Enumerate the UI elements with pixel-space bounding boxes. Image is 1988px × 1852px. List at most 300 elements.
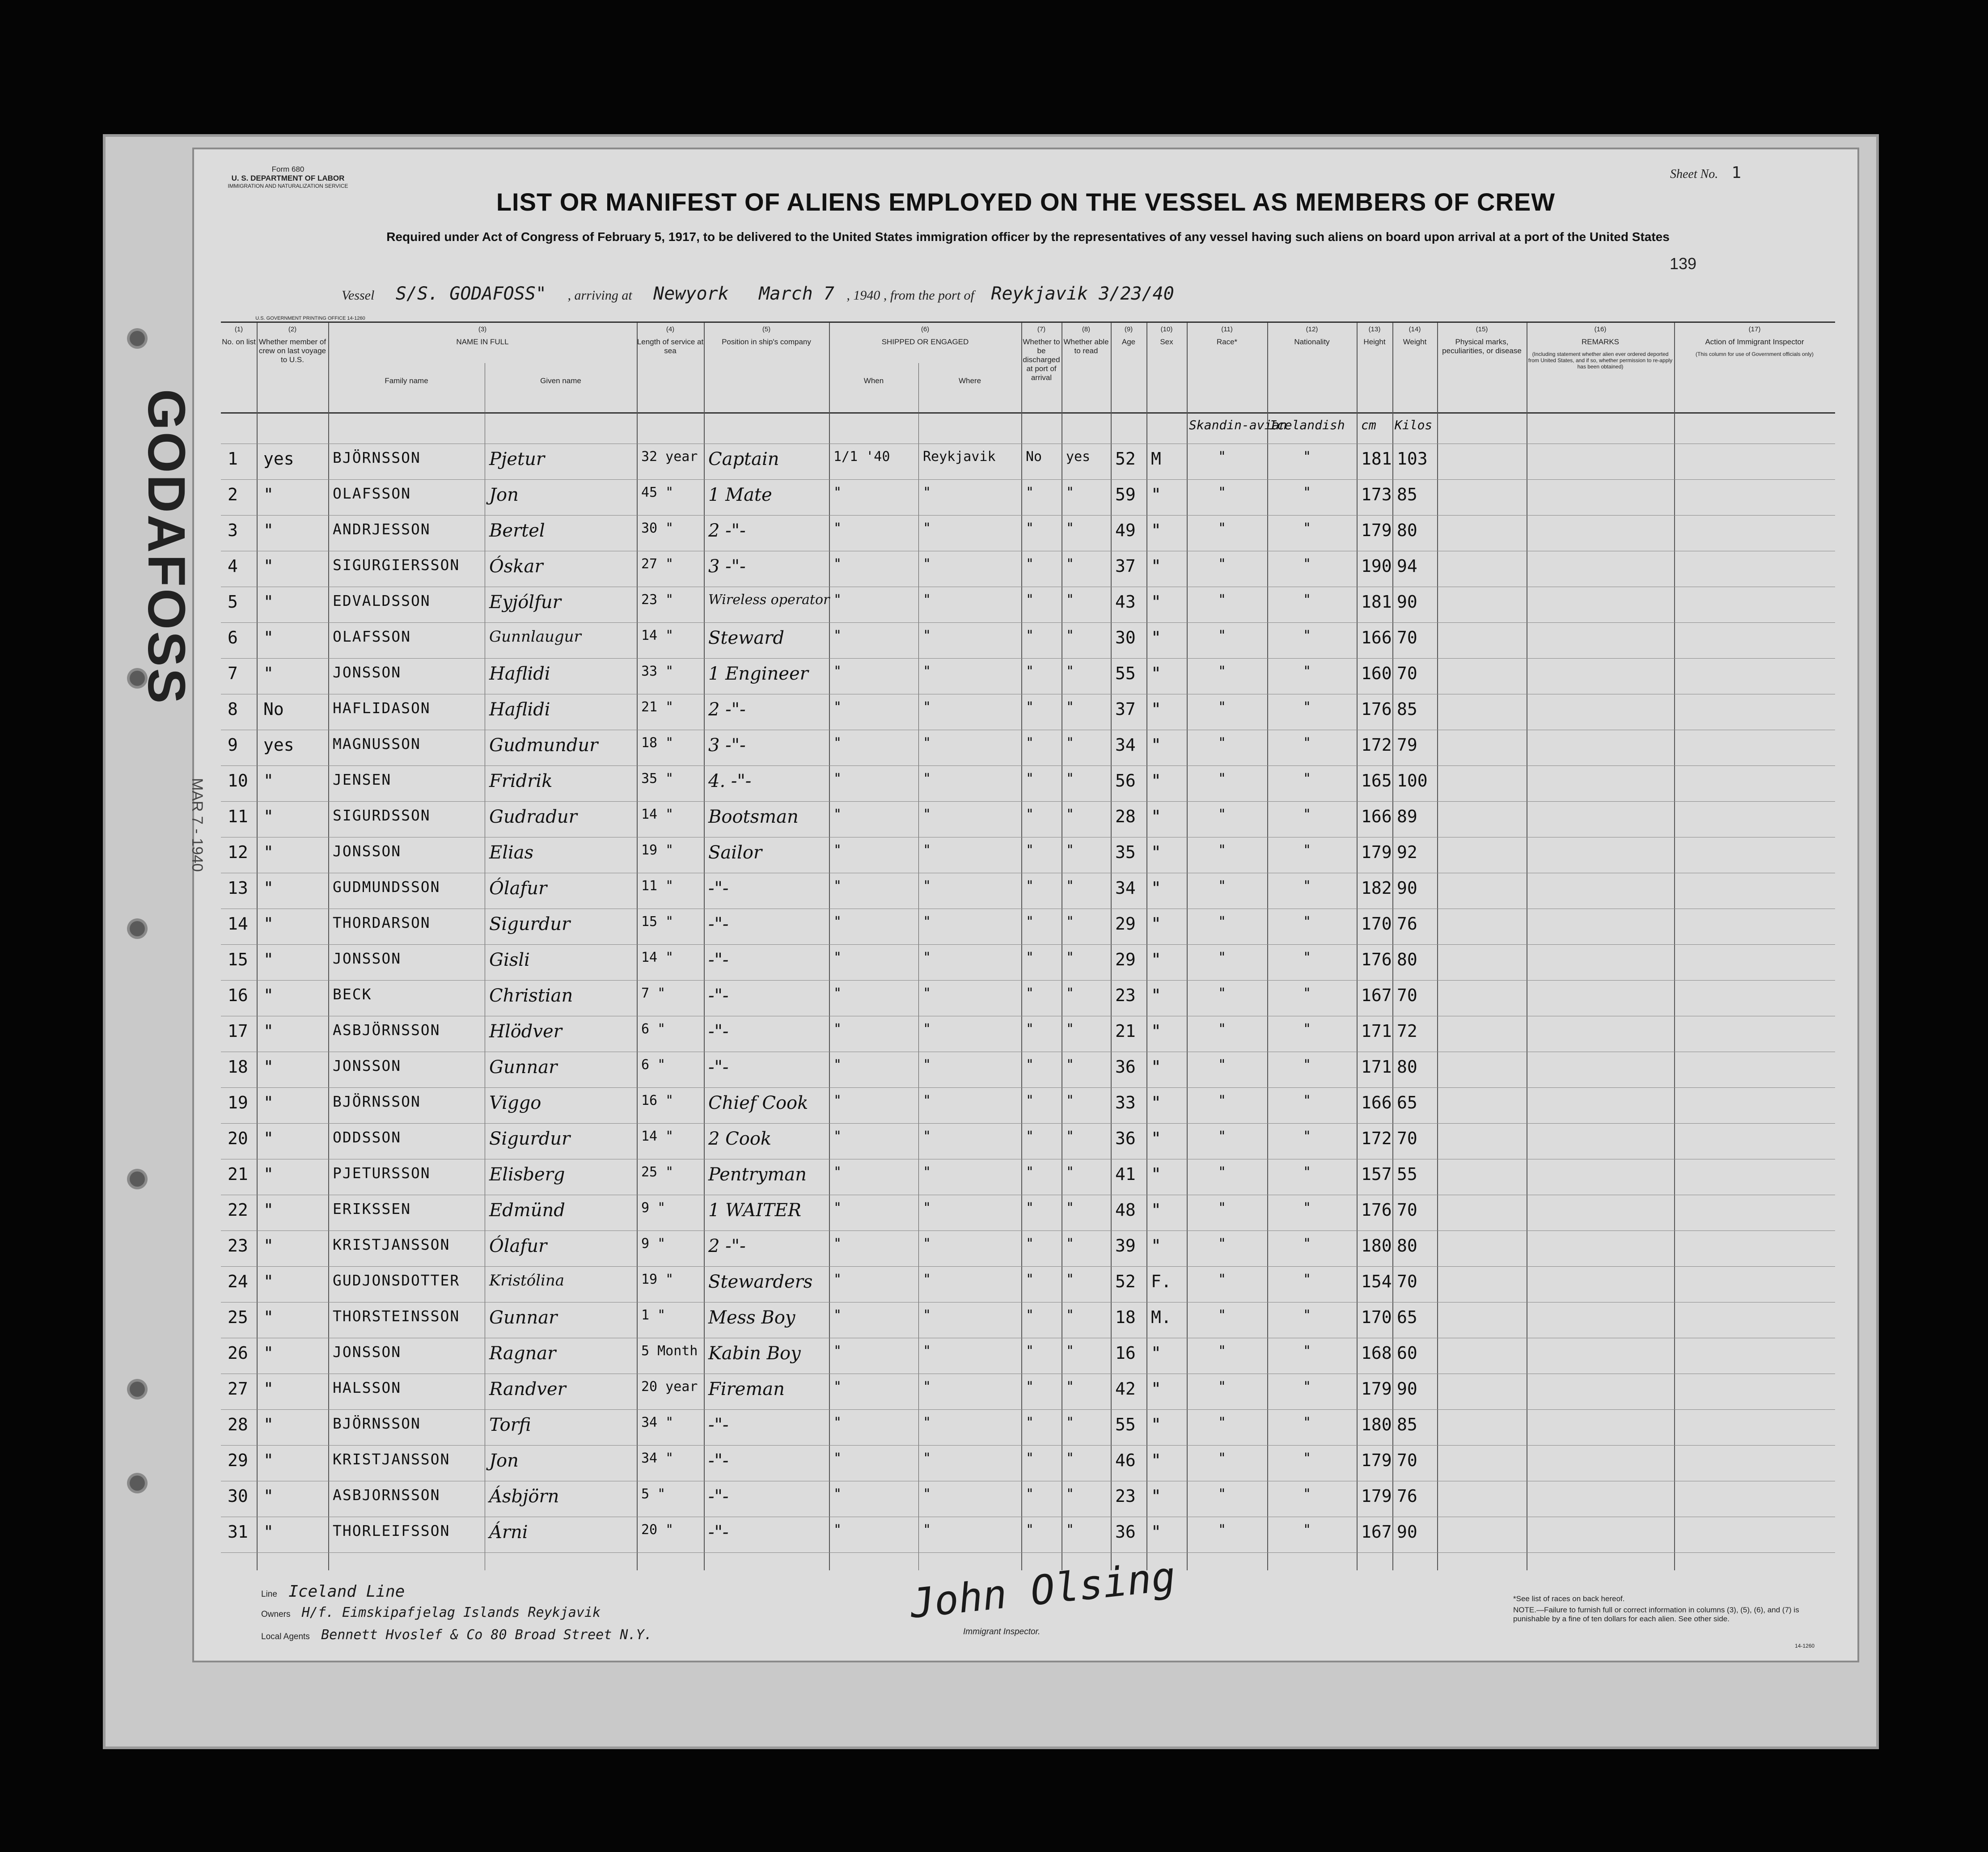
cell-where: " — [923, 878, 931, 894]
cell-family: PJETURSSON — [333, 1164, 431, 1182]
cell-age: 33 — [1115, 1093, 1136, 1112]
cell-position: 2 Cook — [708, 1129, 772, 1149]
cell-height: 180 — [1361, 1236, 1392, 1256]
cell-family: GUDMUNDSSON — [333, 878, 440, 896]
cell-service: 21 " — [641, 699, 674, 715]
cell-family: SIGURGIERSSON — [333, 556, 460, 574]
column-number: (17) — [1748, 326, 1761, 333]
cell-when: " — [833, 1093, 842, 1108]
cell-race: " — [1218, 1200, 1227, 1216]
department: U. S. DEPARTMENT OF LABOR — [231, 174, 345, 182]
cell-height: 166 — [1361, 628, 1392, 647]
table-row — [221, 1481, 1835, 1517]
cell-nationality: " — [1303, 1379, 1311, 1395]
fine-note: NOTE.—Failure to furnish full or correct information in columns (3), (5), (6), and (7) is punishable by a fine of ten dollars for each alien. See other side. — [1513, 1606, 1799, 1623]
cell-position: -"- — [708, 950, 729, 970]
cell-age: 52 — [1115, 1272, 1136, 1291]
cell-sex: " — [1151, 950, 1161, 969]
cell-given: Sigurdur — [489, 1129, 571, 1149]
cell-service: 11 " — [641, 878, 674, 894]
cell-when: " — [833, 807, 842, 822]
cell-disch: " — [1026, 1343, 1034, 1359]
binder-hole — [130, 921, 145, 936]
cell-given: Haflidi — [489, 699, 550, 720]
cell-height: 167 — [1361, 1522, 1392, 1542]
column-number: (3) — [478, 326, 487, 333]
column-label: Action of Immigrant Inspector — [1705, 338, 1804, 346]
cell-prev: yes — [263, 449, 294, 469]
cell-given: Christian — [489, 985, 573, 1006]
cell-prev: " — [263, 1522, 274, 1542]
cell-read: " — [1066, 735, 1074, 751]
cell-race: " — [1218, 1021, 1227, 1037]
cell-position: Kabin Boy — [708, 1343, 801, 1364]
cell-weight: 55 — [1397, 1164, 1417, 1184]
cell-no: 22 — [228, 1200, 248, 1220]
cell-read: " — [1066, 1093, 1074, 1108]
cell-read: " — [1066, 1415, 1074, 1430]
cell-prev: yes — [263, 735, 294, 755]
cell-read: " — [1066, 1200, 1074, 1216]
cell-service: 23 " — [641, 592, 674, 608]
cell-family: KRISTJANSSON — [333, 1236, 450, 1253]
races-note: *See list of races on back hereof. — [1513, 1594, 1625, 1603]
cell-nationality: " — [1303, 1343, 1311, 1359]
cell-height: 176 — [1361, 950, 1392, 969]
cell-service: 19 " — [641, 842, 674, 858]
column-label: Weight — [1403, 338, 1427, 346]
cell-height: 176 — [1361, 699, 1392, 719]
cell-height: 172 — [1361, 735, 1392, 755]
cell-weight: 65 — [1397, 1307, 1417, 1327]
cell-read: " — [1066, 1129, 1074, 1144]
cell-disch: " — [1026, 628, 1034, 643]
cell-disch: " — [1026, 556, 1034, 572]
cell-height: 157 — [1361, 1164, 1392, 1184]
cell-given: Eyjólfur — [489, 592, 561, 613]
cell-given: Ragnar — [489, 1343, 556, 1364]
cell-weight: 80 — [1397, 950, 1417, 969]
form-header — [221, 165, 355, 189]
cell-position: -"- — [708, 1415, 729, 1435]
cell-age: 52 — [1115, 449, 1136, 469]
cell-nationality: " — [1303, 592, 1311, 608]
cell-position: 3 -"- — [708, 735, 746, 756]
cell-family: JONSSON — [333, 950, 402, 967]
cell-where: " — [923, 1129, 931, 1144]
cell-sex: " — [1151, 1343, 1161, 1363]
column-label: No. on list — [222, 338, 256, 346]
cell-race: " — [1218, 771, 1227, 786]
cell-sex: " — [1151, 878, 1161, 898]
required-statement: Required under Act of Congress of February 5, 1917, to be delivered to the United States immigration officer by the representatives of any vessel having such aliens on board upon arrival at a port of the United States — [386, 230, 1670, 244]
cell-sex: " — [1151, 1450, 1161, 1470]
cell-service: 16 " — [641, 1093, 674, 1108]
table-row — [221, 1266, 1835, 1302]
cell-service: 18 " — [641, 735, 674, 751]
column-label: SHIPPED OR ENGAGED — [881, 338, 969, 346]
cell-nationality: " — [1303, 1272, 1311, 1287]
cell-nationality: " — [1303, 807, 1311, 822]
cell-weight: 80 — [1397, 520, 1417, 540]
cell-position: Wireless operator — [708, 592, 830, 608]
table-row — [221, 1517, 1835, 1553]
cell-disch: " — [1026, 1307, 1034, 1323]
footer-agents — [261, 1627, 652, 1643]
cell-no: 11 — [228, 807, 248, 826]
cell-prev: " — [263, 1236, 274, 1256]
cell-when: " — [833, 842, 842, 858]
cell-race: " — [1218, 878, 1227, 894]
cell-disch: " — [1026, 1272, 1034, 1287]
cell-weight: 80 — [1397, 1236, 1417, 1256]
cell-weight: 90 — [1397, 1522, 1417, 1542]
cell-family: JONSSON — [333, 1343, 402, 1361]
cell-prev: " — [263, 485, 274, 504]
cell-when: " — [833, 699, 842, 715]
cell-sex: " — [1151, 1093, 1161, 1112]
table-row — [221, 444, 1835, 480]
cell-family: ODDSSON — [333, 1129, 402, 1146]
column-header — [1062, 323, 1111, 355]
cell-position: 2 -"- — [708, 520, 746, 541]
column-label: NAME IN FULL — [456, 338, 509, 346]
cell-service: 32 year — [641, 449, 698, 465]
cell-given: Fridrik — [489, 771, 553, 791]
cell-age: 48 — [1115, 1200, 1136, 1220]
cell-when: " — [833, 985, 842, 1001]
cell-weight: 103 — [1397, 449, 1428, 469]
cell-sex: " — [1151, 592, 1161, 612]
cell-no: 23 — [228, 1236, 248, 1256]
cell-nationality: " — [1303, 1164, 1311, 1180]
cell-nationality: " — [1303, 1415, 1311, 1430]
cell-when: " — [833, 1415, 842, 1430]
column-header — [1437, 323, 1527, 355]
binder-hole — [130, 1382, 145, 1397]
cell-given: Ólafur — [489, 878, 547, 899]
cell-prev: " — [263, 1021, 274, 1041]
cell-nationality: " — [1303, 628, 1311, 643]
cell-weight: 70 — [1397, 1450, 1417, 1470]
cell-family: HAFLIDASON — [333, 699, 431, 717]
cell-race: " — [1218, 1093, 1227, 1108]
from-label: , from the port of — [883, 288, 974, 303]
cell-position: Pentryman — [708, 1164, 807, 1185]
cell-weight: 92 — [1397, 842, 1417, 862]
printing-office: U.S. GOVERNMENT PRINTING OFFICE 14-1260 — [255, 316, 365, 321]
cell-race: " — [1218, 592, 1227, 608]
cell-no: 13 — [228, 878, 248, 898]
table-row — [221, 873, 1835, 909]
cell-service: 19 " — [641, 1272, 674, 1287]
cell-age: 37 — [1115, 556, 1136, 576]
table-row — [221, 1374, 1835, 1410]
cell-weight: 70 — [1397, 664, 1417, 683]
footer-line — [261, 1582, 405, 1601]
cell-prev: " — [263, 950, 274, 969]
cell-no: 27 — [228, 1379, 248, 1399]
column-number: (5) — [762, 326, 771, 333]
cell-where: " — [923, 807, 931, 822]
column-header — [1392, 323, 1437, 347]
arriving-port: Newyork — [653, 283, 729, 304]
cell-when: " — [833, 1236, 842, 1252]
cell-race: " — [1218, 950, 1227, 965]
cell-no: 12 — [228, 842, 248, 862]
cell-sex: " — [1151, 985, 1161, 1005]
vessel-label: Vessel — [342, 288, 375, 303]
cell-weight: 85 — [1397, 699, 1417, 719]
column-number: (11) — [1221, 326, 1233, 333]
cell-read: " — [1066, 1307, 1074, 1323]
cell-age: 34 — [1115, 735, 1136, 755]
cell-race: " — [1218, 1450, 1227, 1466]
cell-nationality: " — [1303, 1200, 1311, 1216]
cell-read: " — [1066, 985, 1074, 1001]
cell-sex: " — [1151, 1021, 1161, 1041]
cell-race: " — [1218, 1343, 1227, 1359]
cell-when: " — [833, 735, 842, 751]
cell-height: 154 — [1361, 1272, 1392, 1291]
cell-race: " — [1218, 485, 1227, 500]
cell-read: " — [1066, 807, 1074, 822]
column-header — [1111, 323, 1146, 347]
cell-age: 42 — [1115, 1379, 1136, 1399]
cell-nationality: " — [1303, 485, 1311, 500]
agents-label: Local Agents — [261, 1632, 310, 1641]
cell-read: " — [1066, 699, 1074, 715]
cell-race: " — [1218, 664, 1227, 679]
cell-service: 7 " — [641, 985, 666, 1001]
cell-age: 37 — [1115, 699, 1136, 719]
cell-no: 3 — [228, 520, 238, 540]
cell-nationality: " — [1303, 914, 1311, 930]
cell-family: ASBJÖRNSSON — [333, 1021, 440, 1039]
cell-prev: " — [263, 1129, 274, 1148]
cell-family: THORSTEINSSON — [333, 1307, 460, 1325]
cell-disch: " — [1026, 1200, 1034, 1216]
cell-height: 181 — [1361, 592, 1392, 612]
cell-age: 16 — [1115, 1343, 1136, 1363]
cell-no: 18 — [228, 1057, 248, 1077]
cell-height: 173 — [1361, 485, 1392, 504]
cell-read: yes — [1066, 449, 1091, 465]
column-label: Whether able to read — [1063, 338, 1109, 355]
cell-when: " — [833, 520, 842, 536]
column-header — [221, 323, 257, 347]
table-row — [221, 622, 1835, 659]
cell-position: Sailor — [708, 842, 762, 863]
cell-prev: " — [263, 1450, 274, 1470]
table-row — [221, 801, 1835, 837]
cell-given: Jon — [489, 485, 519, 505]
cell-service: 6 " — [641, 1057, 666, 1073]
vessel-line — [342, 283, 1772, 304]
cell-family: JENSEN — [333, 771, 392, 788]
cell-when: " — [833, 1307, 842, 1323]
cell-weight: 100 — [1397, 771, 1428, 791]
cell-nationality: " — [1303, 1021, 1311, 1037]
cell-age: 35 — [1115, 842, 1136, 862]
cell-race: " — [1218, 985, 1227, 1001]
cell-prev: " — [263, 1200, 274, 1220]
cell-weight: 70 — [1397, 1272, 1417, 1291]
cell-prev: " — [263, 771, 274, 791]
cell-position: -"- — [708, 878, 729, 899]
table-row — [221, 980, 1835, 1016]
column-label: Height — [1363, 338, 1386, 346]
cell-race: " — [1218, 1307, 1227, 1323]
cell-race: " — [1218, 1236, 1227, 1252]
column-label: Nationality — [1294, 338, 1330, 346]
cell-nationality: " — [1303, 771, 1311, 786]
column-subheader: When — [863, 376, 884, 385]
cell-read: " — [1066, 1236, 1074, 1252]
table-row — [221, 1230, 1835, 1267]
cell-position: -"- — [708, 1057, 729, 1078]
date-stamp: MAR 7 - 1940 — [189, 778, 206, 872]
cell-where: " — [923, 1093, 931, 1108]
cell-race: " — [1218, 1129, 1227, 1144]
cell-weight: 90 — [1397, 1379, 1417, 1399]
cell-where: " — [923, 1343, 931, 1359]
cell-disch: " — [1026, 520, 1034, 536]
cell-disch: " — [1026, 1522, 1034, 1538]
cell-prev: No — [263, 699, 284, 719]
cell-family: THORLEIFSSON — [333, 1522, 450, 1539]
table-row — [221, 1445, 1835, 1481]
cell-nationality: " — [1303, 842, 1311, 858]
table-row — [221, 765, 1835, 802]
cell-position: Captain — [708, 449, 779, 469]
cell-read: " — [1066, 520, 1074, 536]
cell-when: " — [833, 664, 842, 679]
column-header — [1146, 323, 1187, 347]
cell-nationality: " — [1303, 556, 1311, 572]
cell-position: -"- — [708, 1450, 729, 1471]
cell-service: 14 " — [641, 1129, 674, 1144]
cell-nationality: " — [1303, 1522, 1311, 1538]
cell-given: Elias — [489, 842, 534, 863]
cell-given: Kristólina — [489, 1272, 565, 1290]
cell-where: " — [923, 985, 931, 1001]
arriving-label: , arriving at — [567, 288, 632, 303]
cell-weight: 76 — [1397, 914, 1417, 934]
cell-position: Fireman — [708, 1379, 785, 1400]
cell-no: 2 — [228, 485, 238, 504]
cell-race: " — [1218, 628, 1227, 643]
cell-where: " — [923, 1522, 931, 1538]
cell-nationality: " — [1303, 1236, 1311, 1252]
cell-race: " — [1218, 914, 1227, 930]
owners-value: H/f. Eimskipafjelag Islands Reykjavik — [301, 1605, 601, 1620]
cell-race: " — [1218, 842, 1227, 858]
cell-height: 179 — [1361, 520, 1392, 540]
cell-when: " — [833, 1272, 842, 1287]
cell-family: JONSSON — [333, 664, 402, 681]
cell-weight: 90 — [1397, 592, 1417, 612]
cell-race: " — [1218, 449, 1227, 465]
cell-given: Sigurdur — [489, 914, 571, 934]
sheet-label: Sheet No. — [1670, 167, 1718, 181]
cell-nationality: " — [1303, 735, 1311, 751]
cell-read: " — [1066, 1343, 1074, 1359]
cell-given: Óskar — [489, 556, 543, 577]
table-row — [221, 587, 1835, 623]
cell-disch: " — [1026, 1236, 1034, 1252]
cell-read: " — [1066, 950, 1074, 965]
cell-read: " — [1066, 592, 1074, 608]
cell-no: 29 — [228, 1450, 248, 1470]
cell-position: 2 -"- — [708, 699, 746, 720]
cell-nationality: " — [1303, 699, 1311, 715]
cell-when: " — [833, 556, 842, 572]
column-subtext: (Including statement whether alien ever ordered deported from United States, and if so, whether permission to re-apply has been obtained) — [1528, 351, 1673, 370]
cell-sex: " — [1151, 1415, 1161, 1434]
column-subheader: Where — [958, 376, 981, 385]
cell-sex: " — [1151, 556, 1161, 576]
cell-age: 36 — [1115, 1522, 1136, 1542]
cell-race: " — [1218, 1379, 1227, 1395]
cell-family: KRISTJANSSON — [333, 1450, 450, 1468]
cell-where: " — [923, 520, 931, 536]
cell-nationality: " — [1303, 1129, 1311, 1144]
cell-disch: " — [1026, 1450, 1034, 1466]
units-row — [221, 412, 1835, 444]
cell-disch: " — [1026, 950, 1034, 965]
cell-where: " — [923, 1236, 931, 1252]
cell-height: 171 — [1361, 1021, 1392, 1041]
cell-service: 45 " — [641, 485, 674, 500]
cell-position: 2 -"- — [708, 1236, 746, 1256]
cell-no: 16 — [228, 985, 248, 1005]
cell-given: Gunnar — [489, 1057, 558, 1078]
cell-age: 36 — [1115, 1129, 1136, 1148]
cell-where: " — [923, 1450, 931, 1466]
column-header — [704, 323, 829, 347]
cell-given: Gunnlaugur — [489, 628, 581, 646]
column-number: (7) — [1037, 326, 1046, 333]
cell-prev: " — [263, 520, 274, 540]
cell-height: 179 — [1361, 842, 1392, 862]
cell-nationality: " — [1303, 1450, 1311, 1466]
cell-service: 33 " — [641, 664, 674, 679]
cell-read: " — [1066, 1486, 1074, 1502]
cell-read: " — [1066, 842, 1074, 858]
table-row — [221, 1087, 1835, 1124]
cell-weight: 76 — [1397, 1486, 1417, 1506]
cell-no: 26 — [228, 1343, 248, 1363]
cell-where: " — [923, 1057, 931, 1073]
cell-age: 28 — [1115, 807, 1136, 826]
cell-family: BECK — [333, 985, 372, 1003]
form-number: Form 680 — [271, 165, 305, 173]
cell-when: " — [833, 950, 842, 965]
cell-age: 29 — [1115, 950, 1136, 969]
column-number: (9) — [1124, 326, 1133, 333]
cell-height: 182 — [1361, 878, 1392, 898]
table-row — [221, 837, 1835, 873]
cell-prev: " — [263, 807, 274, 826]
inspector-label: Immigrant Inspector. — [963, 1627, 1041, 1636]
cell-position: Mess Boy — [708, 1307, 795, 1328]
cell-disch: " — [1026, 985, 1034, 1001]
cell-disch: " — [1026, 807, 1034, 822]
cell-no: 30 — [228, 1486, 248, 1506]
cell-when: " — [833, 1021, 842, 1037]
cell-service: 27 " — [641, 556, 674, 572]
